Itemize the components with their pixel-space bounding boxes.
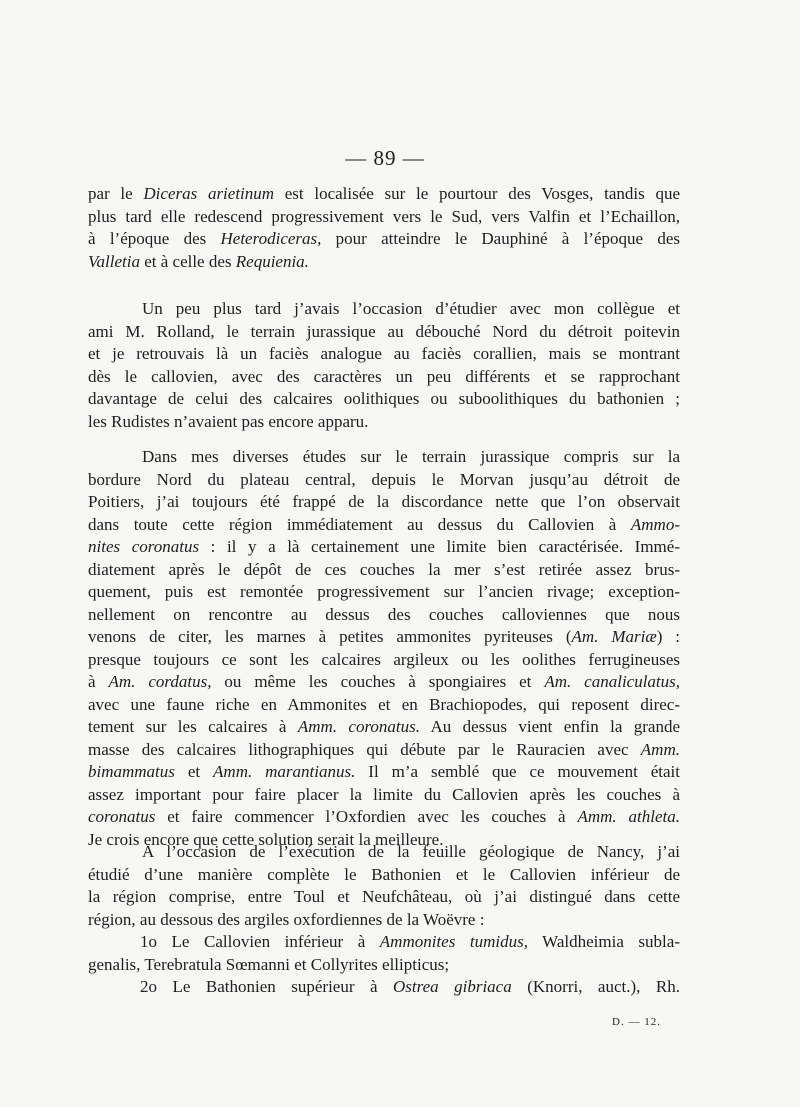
text-line: Poitiers, j’ai toujours été frappé de la discordance nette que l’on observait [88, 492, 680, 511]
text-line: davantage de celui des calcaires oolithiques ou suboolithiques du bathonien ; [88, 389, 680, 408]
text-line: nites coronatus : il y a là certainement une limite bien caractérisée. Immé- [88, 537, 680, 556]
signature-mark: D. — 12. [612, 1016, 661, 1028]
stratigraphic-list [88, 931, 680, 999]
text-line: par le Diceras arietinum est localisée sur le pourtour des Vosges, tandis que [88, 184, 680, 203]
text-line: et je retrouvais là un faciès analogue au faciès corallien, mais se montrant [88, 344, 680, 363]
text-line: tement sur les calcaires à Amm. coronatus. Au dessus vient enfin la grande [88, 717, 680, 736]
text-line: Je crois encore que cette solution serait la meilleure. [88, 829, 444, 849]
text-line: ami M. Rolland, le terrain jurassique au débouché Nord du détroit poitevin [88, 321, 680, 341]
text-line: la région comprise, entre Toul et Neufchâteau, où j’ai distingué dans cette [88, 887, 680, 906]
paragraph-rolland [88, 298, 680, 433]
text-line: étudié d’une manière complète le Bathonien et le Callovien inférieur de [88, 864, 680, 884]
text-line: bimammatus et Amm. marantianus. Il m’a semblé que ce mouvement était [88, 762, 680, 781]
text-line: dans toute cette région immédiatement au dessus du Callovien à Ammo- [88, 514, 680, 534]
text-line: avec une faune riche en Ammonites et en Brachiopodes, qui reposent direc- [88, 694, 680, 714]
paragraph-nancy [88, 841, 680, 931]
text-line: quement, puis est remontée progressivement sur l’ancien rivage; exception- [88, 582, 680, 601]
text-line: diatement après le dépôt de ces couches la mer s’est retirée assez brus- [88, 559, 680, 579]
paragraph-etudes [88, 446, 680, 851]
text-line: Un peu plus tard j’avais l’occasion d’étudier avec mon collègue et [142, 299, 680, 318]
text-line: A l’occasion de l’exécution de la feuille géologique de Nancy, j’ai [142, 842, 680, 861]
text-line: à Am. cordatus, ou même les couches à spongiaires et Am. canaliculatus, [88, 672, 680, 691]
list-item: 1o Le Callovien inférieur à Ammonites tumidus, Waldheimia subla- [140, 932, 680, 951]
text-line: plus tard elle redescend progressivement vers le Sud, vers Valfin et l’Echaillon, [88, 206, 680, 226]
text-line: masse des calcaires lithographiques qui débute par le Rauracien avec Amm. [88, 739, 680, 759]
text-line: région, au dessous des argiles oxfordiennes de la Woëvre : [88, 909, 485, 929]
text-line: Dans mes diverses études sur le terrain jurassique compris sur la [142, 447, 680, 466]
page-number: — 89 — [345, 146, 425, 170]
text-line: presque toujours ce sont les calcaires argileux ou les oolithes ferrugineuses [88, 649, 680, 669]
list-item-continuation: genalis, Terebratula Sœmanni et Collyrites ellipticus; [88, 954, 450, 974]
text-line: à l’époque des Heterodiceras, pour atteindre le Dauphiné à l’époque des [88, 229, 680, 248]
text-line: coronatus et faire commencer l’Oxfordien avec les couches à Amm. athleta. [88, 807, 680, 826]
text-line: nellement on rencontre au dessus des couches calloviennes que nous [88, 604, 680, 624]
text-line: Valletia et à celle des Requienia. [88, 251, 309, 271]
text-line: dès le callovien, avec des caractères un peu différents et se rapprochant [88, 366, 680, 386]
text-line: bordure Nord du plateau central, depuis le Morvan jusqu’au détroit de [88, 469, 680, 489]
text-line: les Rudistes n’avaient pas encore apparu. [88, 411, 369, 431]
text-line: assez important pour faire placer la limite du Callovien après les couches à [88, 784, 680, 804]
list-item: 2o Le Bathonien supérieur à Ostrea gibriaca (Knorri, auct.), Rh. [140, 977, 680, 996]
text-line: venons de citer, les marnes à petites ammonites pyriteuses (Am. Mariæ) : [88, 627, 680, 646]
paragraph-diceras [88, 183, 680, 273]
